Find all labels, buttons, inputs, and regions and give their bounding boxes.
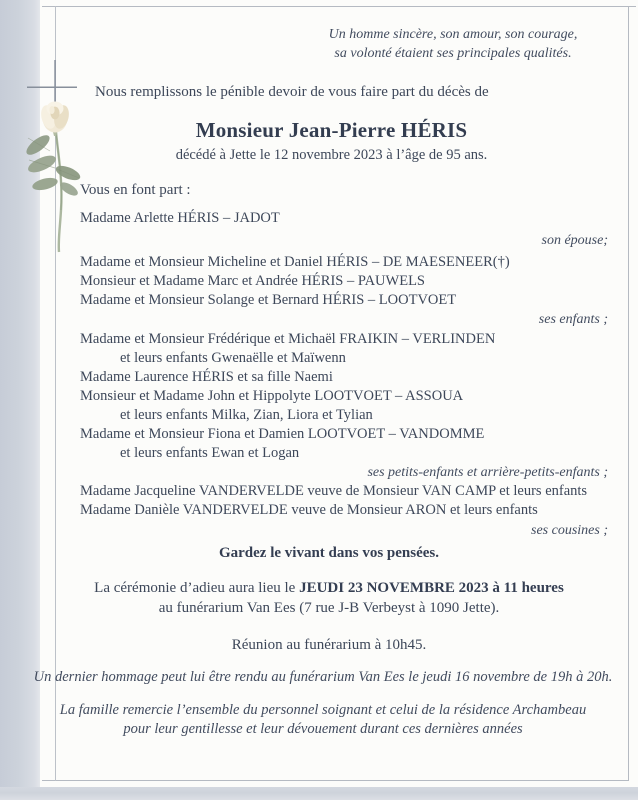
relation-label: son épouse; — [541, 233, 608, 249]
deceased-header — [55, 117, 608, 165]
card-content — [33, 0, 638, 740]
announcement-intro: Nous remplissons le pénible devoir de vous faire part du décès de — [95, 84, 489, 100]
rose-bud — [39, 102, 71, 137]
family-children-line: et leurs enfants Ewan et Logan — [120, 445, 300, 462]
part-heading: Vous en font part : — [80, 182, 191, 198]
family-member-line: Madame et Monsieur Micheline et Daniel HÉRIS – DE MAESENEER(†) — [80, 254, 510, 271]
rose-stem — [56, 132, 61, 252]
epitaph-line-1: Un homme sincère, son amour, son courage, — [328, 27, 578, 42]
family-member-line: Madame et Monsieur Frédérique et Michaël FRAIKIN – VERLINDEN — [80, 330, 496, 347]
family-thanks — [32, 701, 614, 740]
ceremony-location: au funérarium Van Ees (7 rue J-B Verbeyst à 1090 Jette). — [158, 599, 500, 616]
family-list — [80, 209, 608, 540]
tribute-notice: Un dernier hommage peut lui être rendu au funérarium Van Ees le jeudi 16 novembre de 19h à 20h. — [33, 668, 613, 685]
white-rose-and-cross-decoration — [22, 52, 92, 257]
family-member-line: Monsieur et Madame John et Hippolyte LOOTVOET – ASSOUA — [80, 387, 464, 404]
relation-label: ses enfants ; — [538, 312, 608, 328]
family-member-line: Madame et Monsieur Fiona et Damien LOOTVOET – VANDOMME — [80, 426, 485, 443]
family-member-line: Monsieur et Madame Marc et Andrée HÉRIS – PAUWELS — [80, 273, 425, 290]
family-member-line: Madame Jacqueline VANDERVELDE veuve de Monsieur VAN CAMP et leurs enfants — [80, 483, 588, 500]
family-member-line: Madame Danièle VANDERVELDE veuve de Monsieur ARON et leurs enfants — [80, 502, 538, 519]
ceremony-datetime: JEUDI 23 NOVEMBRE 2023 à 11 heures — [299, 579, 564, 596]
meeting-time: Réunion au funérarium à 10h45. — [231, 636, 427, 653]
thanks-line-2: pour leur gentillesse et leur dévouement durant ces dernières années — [123, 721, 523, 738]
ceremony-prefix: La cérémonie d’adieu aura lieu le — [94, 579, 300, 596]
family-member-line: Madame Laurence HÉRIS et sa fille Naemi — [80, 368, 333, 385]
family-children-line: et leurs enfants Gwenaëlle et Maïwenn — [120, 349, 346, 366]
scan-margin-bottom — [0, 787, 638, 800]
ceremony-details — [50, 578, 608, 618]
deceased-name: Monsieur Jean-Pierre HÉRIS — [195, 118, 468, 142]
family-member-line: Madame Arlette HÉRIS – JADOT — [80, 210, 280, 226]
card-border-bottom — [42, 780, 629, 781]
death-details: décédé à Jette le 12 novembre 2023 à l’âge de 95 ans. — [175, 147, 488, 163]
motto: Gardez le vivant dans vos pensées. — [218, 544, 439, 561]
memorial-card-page — [33, 0, 638, 787]
rose-leaves — [23, 132, 82, 198]
family-children-line: et leurs enfants Milka, Zian, Liora et Tylian — [120, 406, 373, 423]
thanks-line-1: La famille remercie l’ensemble du personnel soignant et celui de la résidence Archambeau — [59, 701, 587, 718]
epitaph-quote — [288, 25, 618, 63]
ceremony-date-line — [50, 578, 608, 598]
epitaph-line-2: sa volonté étaient ses principales qualités. — [334, 46, 572, 61]
relation-label: ses cousines ; — [531, 522, 608, 538]
family-member-line: Madame et Monsieur Solange et Bernard HÉRIS – LOOTVOET — [80, 292, 457, 309]
relation-label: ses petits-enfants et arrière-petits-enfants ; — [367, 465, 608, 481]
